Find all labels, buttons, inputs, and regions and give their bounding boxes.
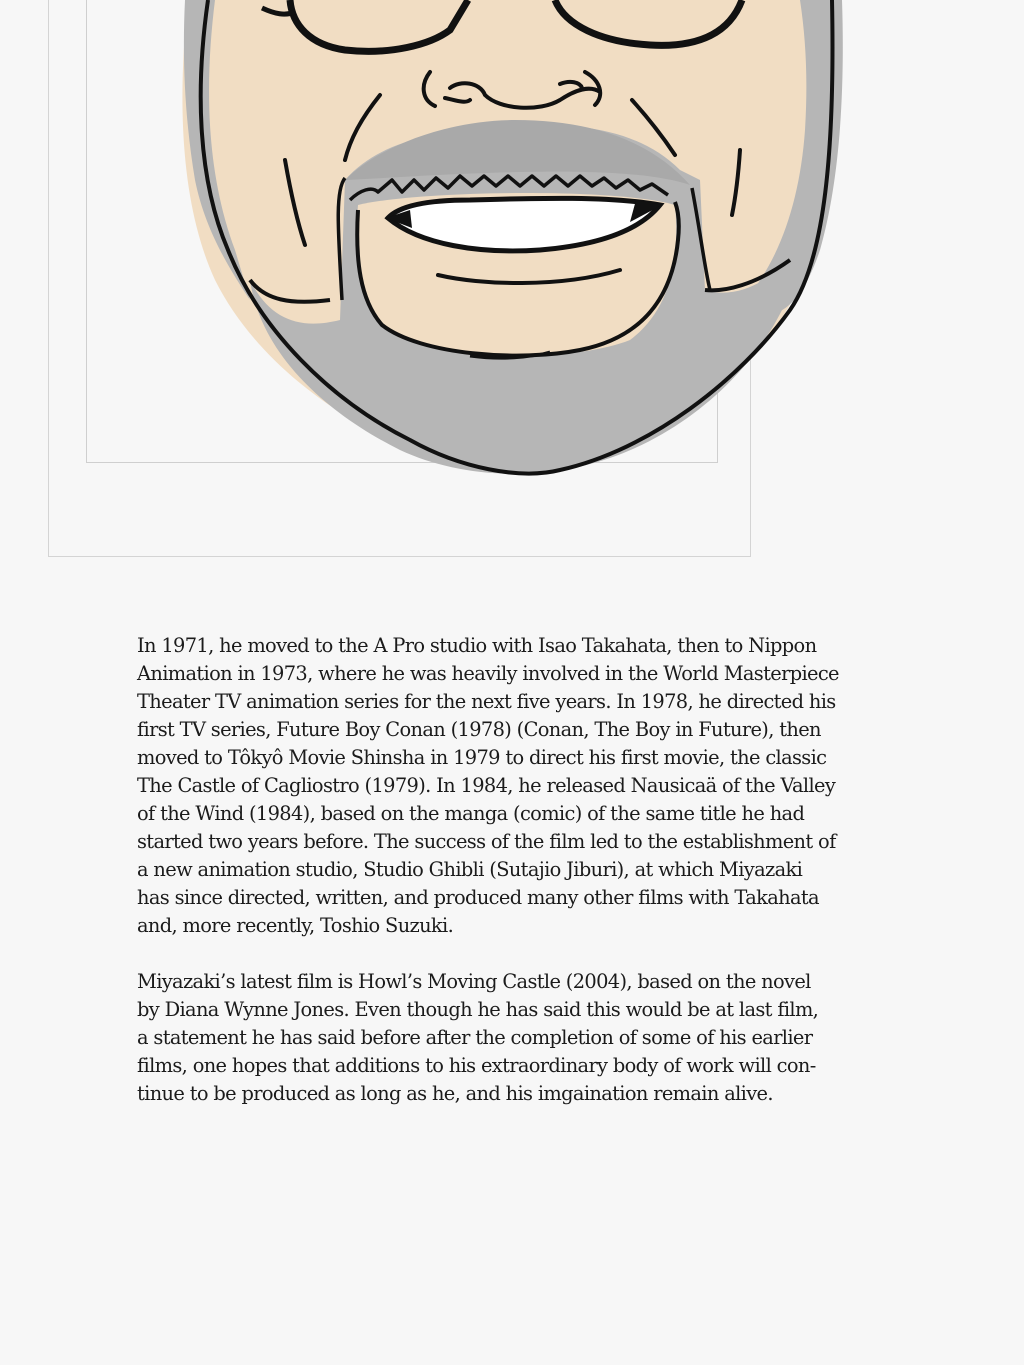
- text-line: by Diana Wynne Jones. Even though he has said this would be at last film,: [137, 998, 819, 1021]
- article-paragraph-2: [137, 968, 897, 1108]
- text-line: moved to Tôkyô Movie Shinsha in 1979 to direct his first movie, the classic: [137, 746, 827, 769]
- text-line: a new animation studio, Studio Ghibli (Sutajio Jiburi), at which Miyazaki: [137, 858, 803, 881]
- text-line: tinue to be produced as long as he, and his imgaination remain alive.: [137, 1082, 773, 1105]
- text-line: a statement he has said before after the completion of some of his earlier: [137, 1026, 813, 1049]
- text-line: has since directed, written, and produced many other films with Takahata: [137, 886, 819, 909]
- text-line: and, more recently, Toshio Suzuki.: [137, 914, 454, 937]
- text-line: films, one hopes that additions to his extraordinary body of work will con-: [137, 1054, 816, 1077]
- text-line: Animation in 1973, where he was heavily involved in the World Masterpiece: [137, 662, 839, 685]
- text-line: The Castle of Cagliostro (1979). In 1984, he released Nausicaä of the Valley: [137, 774, 836, 797]
- text-line: of the Wind (1984), based on the manga (comic) of the same title he had: [137, 802, 805, 825]
- article-paragraph-1: [137, 632, 897, 940]
- text-line: started two years before. The success of the film led to the establishment of: [137, 830, 836, 853]
- text-line: Miyazaki’s latest film is Howl’s Moving Castle (2004), based on the novel: [137, 970, 811, 993]
- text-line: Theater TV animation series for the next five years. In 1978, he directed his: [137, 690, 836, 713]
- caricature-illustration: [0, 0, 1024, 560]
- paragraph-gap: [137, 940, 897, 968]
- text-line: first TV series, Future Boy Conan (1978) (Conan, The Boy in Future), then: [137, 718, 821, 741]
- article-text: [137, 632, 897, 1108]
- text-line: In 1971, he moved to the A Pro studio with Isao Takahata, then to Nippon: [137, 634, 817, 657]
